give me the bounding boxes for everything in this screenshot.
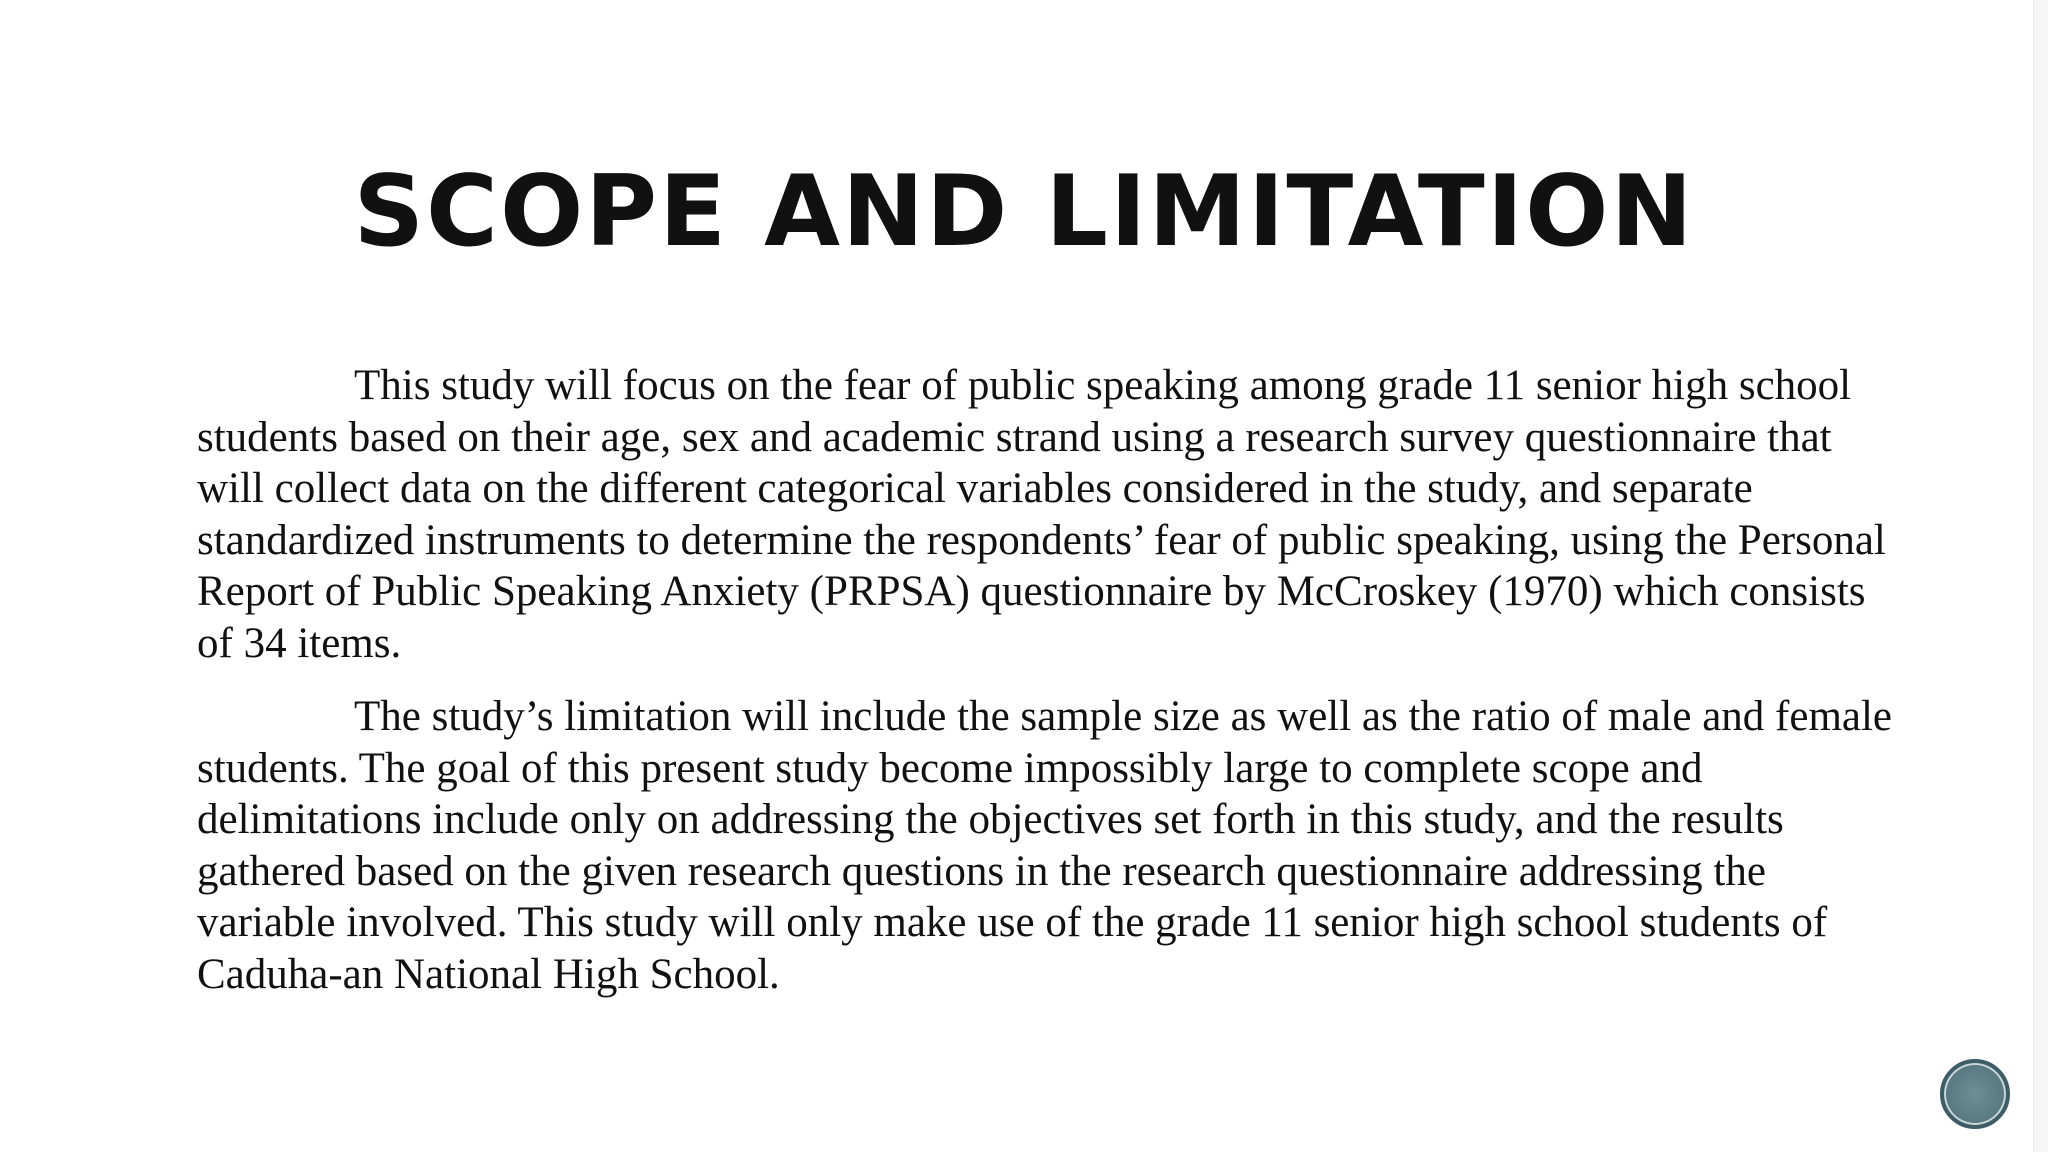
slide-edge [2033,0,2048,1152]
circle-nav-icon[interactable] [1940,1059,2010,1129]
slide-body [197,360,1897,1022]
paragraph-scope: This study will focus on the fear of public speaking among grade 11 senior high school students based on their age, sex and academic strand using a research survey questionnaire that will collect data on the different categorical variables considered in the study, and separate standardized instruments to determine the respondents’ fear of public speaking, using the Personal Report of Public Speaking Anxiety (PRPSA) questionnaire by McCroskey (1970) which consists of 34 items. [197,362,1886,667]
slide-title: SCOPE AND LIMITATION [353,155,1695,269]
paragraph-limitation: The study’s limitation will include the sample size as well as the ratio of male and female students. The goal of this present study become impossibly large to complete scope and delimitations include only on addressing the objectives set forth in this study, and the results gathered based on the given research questions in the research questionnaire addressing the variable involved. This study will only make use of the grade 11 senior high school students of Caduha-an National High School. [197,693,1893,998]
